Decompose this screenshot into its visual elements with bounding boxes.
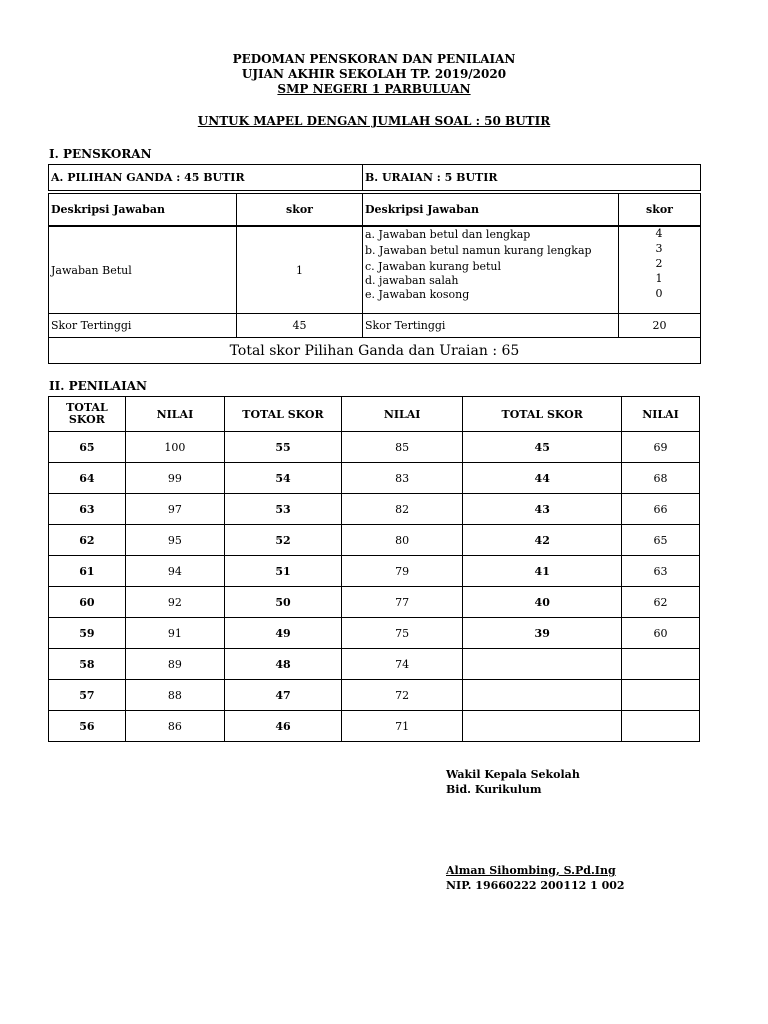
nilai-cell: 68 <box>622 463 700 494</box>
table-row <box>49 618 700 649</box>
ur-col-desc: Deskripsi Jawaban <box>362 193 619 226</box>
pg-max-label: Skor Tertinggi <box>48 313 237 338</box>
nilai-cell: 79 <box>341 556 463 587</box>
nilai-cell: 72 <box>341 680 463 711</box>
total-skor-cell: 53 <box>225 494 342 525</box>
total-skor-cell: 65 <box>49 432 126 463</box>
pg-max-value: 45 <box>236 313 363 338</box>
uraian-score: 3 <box>655 242 663 255</box>
ur-max-label: Skor Tertinggi <box>362 313 619 338</box>
penilaian-header-row <box>49 397 700 432</box>
uraian-item: c. Jawaban kurang betul <box>365 260 502 273</box>
section-penskoran-title: I. PENSKORAN <box>49 147 152 161</box>
table-row <box>49 525 700 556</box>
signature-nip: NIP. 19660222 200112 1 002 <box>446 879 625 892</box>
uraian-item: b. Jawaban betul namun kurang lengkap <box>365 244 592 257</box>
total-skor-cell: 62 <box>49 525 126 556</box>
nilai-cell: 100 <box>125 432 224 463</box>
header-total-skor: TOTAL SKOR <box>49 397 126 432</box>
uraian-score: 0 <box>655 287 663 300</box>
total-skor-cell: 39 <box>463 618 622 649</box>
uraian-title: B. URAIAN : 5 BUTIR <box>362 164 701 191</box>
nilai-cell <box>622 711 700 742</box>
signature-name: Alman Sihombing, S.Pd.Ing <box>446 864 616 877</box>
school-name: SMP NEGERI 1 PARBULUAN <box>277 82 471 96</box>
uraian-scores <box>619 226 699 301</box>
uraian-item: e. Jawaban kosong <box>365 288 470 301</box>
nilai-cell: 97 <box>125 494 224 525</box>
table-row <box>49 556 700 587</box>
total-skor-cell: 56 <box>49 711 126 742</box>
uraian-score: 2 <box>655 257 663 270</box>
nilai-cell: 83 <box>341 463 463 494</box>
header-total-skor: TOTAL SKOR <box>463 397 622 432</box>
table-row <box>49 649 700 680</box>
nilai-cell: 86 <box>125 711 224 742</box>
table-row <box>49 680 700 711</box>
total-skor-cell: 57 <box>49 680 126 711</box>
table-row <box>49 494 700 525</box>
total-skor-cell: 61 <box>49 556 126 587</box>
nilai-cell: 88 <box>125 680 224 711</box>
table-row <box>49 587 700 618</box>
doc-subtitle: UJIAN AKHIR SEKOLAH TP. 2019/2020 <box>241 67 507 81</box>
pilihan-ganda-title: A. PILIHAN GANDA : 45 BUTIR <box>48 164 363 191</box>
uraian-item: a. Jawaban betul dan lengkap <box>365 228 531 241</box>
nilai-cell: 60 <box>622 618 700 649</box>
total-skor-cell: 41 <box>463 556 622 587</box>
total-skor-cell: 58 <box>49 649 126 680</box>
table-row <box>49 711 700 742</box>
nilai-cell: 82 <box>341 494 463 525</box>
nilai-cell: 89 <box>125 649 224 680</box>
uraian-descriptions <box>365 228 592 304</box>
pg-col-skor: skor <box>236 193 363 226</box>
nilai-cell: 80 <box>341 525 463 556</box>
nilai-cell: 66 <box>622 494 700 525</box>
nilai-cell: 65 <box>622 525 700 556</box>
pg-col-desc: Deskripsi Jawaban <box>48 193 237 226</box>
table-row <box>49 432 700 463</box>
nilai-cell: 92 <box>125 587 224 618</box>
doc-title: PEDOMAN PENSKORAN DAN PENILAIAN <box>232 52 516 66</box>
total-skor-cell: 42 <box>463 525 622 556</box>
total-skor-cell <box>463 680 622 711</box>
ur-col-skor: skor <box>618 193 701 226</box>
total-skor-cell: 60 <box>49 587 126 618</box>
total-skor-cell: 48 <box>225 649 342 680</box>
total-skor: Total skor Pilihan Ganda dan Uraian : 65 <box>48 337 701 364</box>
uraian-score: 1 <box>655 272 663 285</box>
signature-role-sub: Bid. Kurikulum <box>446 783 542 796</box>
total-skor-cell: 63 <box>49 494 126 525</box>
header-nilai: NILAI <box>622 397 700 432</box>
total-skor-cell: 51 <box>225 556 342 587</box>
uraian-score: 4 <box>655 227 663 240</box>
header-nilai: NILAI <box>125 397 224 432</box>
pg-row-desc: Jawaban Betul <box>48 226 237 314</box>
nilai-cell: 94 <box>125 556 224 587</box>
total-skor-cell: 59 <box>49 618 126 649</box>
ur-max-value: 20 <box>618 313 701 338</box>
total-skor-cell: 54 <box>225 463 342 494</box>
table-row <box>49 463 700 494</box>
total-skor-cell: 47 <box>225 680 342 711</box>
nilai-cell: 77 <box>341 587 463 618</box>
nilai-cell: 85 <box>341 432 463 463</box>
total-skor-cell: 46 <box>225 711 342 742</box>
total-skor-cell: 64 <box>49 463 126 494</box>
nilai-cell: 69 <box>622 432 700 463</box>
section-penilaian-title: II. PENILAIAN <box>49 379 147 393</box>
nilai-cell: 99 <box>125 463 224 494</box>
penilaian-table <box>48 396 700 742</box>
pg-row-skor: 1 <box>236 226 363 314</box>
nilai-cell: 63 <box>622 556 700 587</box>
header-total-skor: TOTAL SKOR <box>225 397 342 432</box>
total-skor-cell: 45 <box>463 432 622 463</box>
uraian-item: d. jawaban salah <box>365 274 459 287</box>
subject-note: UNTUK MAPEL DENGAN JUMLAH SOAL : 50 BUTIR <box>197 114 551 128</box>
signature-role: Wakil Kepala Sekolah <box>446 768 580 781</box>
total-skor-cell <box>463 711 622 742</box>
nilai-cell <box>622 649 700 680</box>
total-skor-cell: 40 <box>463 587 622 618</box>
header-nilai: NILAI <box>341 397 463 432</box>
nilai-cell: 62 <box>622 587 700 618</box>
total-skor-cell: 50 <box>225 587 342 618</box>
total-skor-cell: 49 <box>225 618 342 649</box>
total-skor-cell: 55 <box>225 432 342 463</box>
total-skor-cell: 52 <box>225 525 342 556</box>
nilai-cell <box>622 680 700 711</box>
total-skor-cell: 44 <box>463 463 622 494</box>
total-skor-cell <box>463 649 622 680</box>
nilai-cell: 71 <box>341 711 463 742</box>
total-skor-cell: 43 <box>463 494 622 525</box>
nilai-cell: 95 <box>125 525 224 556</box>
nilai-cell: 74 <box>341 649 463 680</box>
nilai-cell: 91 <box>125 618 224 649</box>
nilai-cell: 75 <box>341 618 463 649</box>
